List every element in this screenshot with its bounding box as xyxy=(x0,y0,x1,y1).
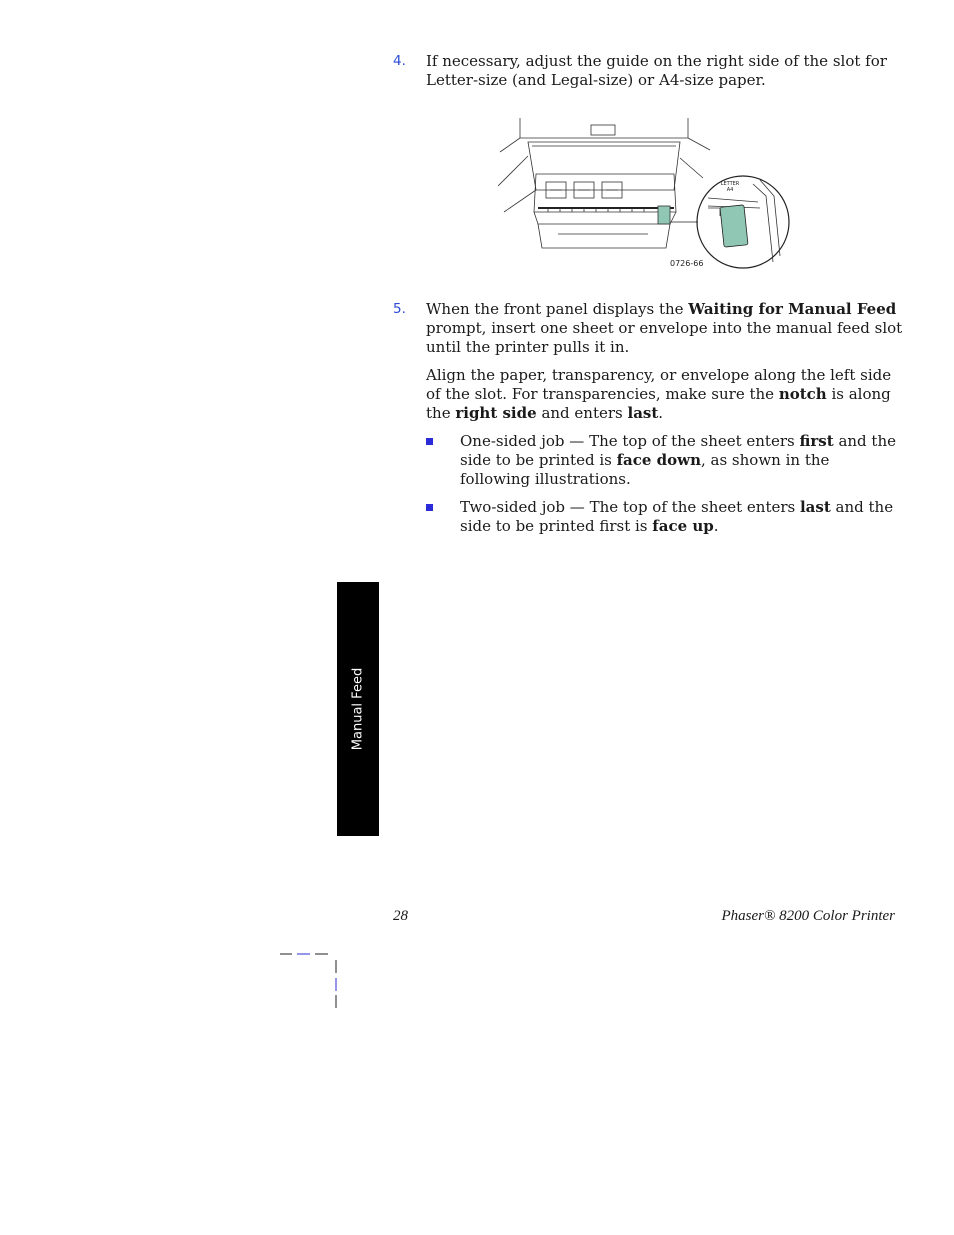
svg-text:A4: A4 xyxy=(726,187,734,193)
paper-guide-illustration xyxy=(498,116,792,272)
bullet-list xyxy=(426,432,903,536)
step-paragraph-2: Align the paper, transparency, or envelope along the left side of the slot. For transparencies, make sure the notch is along the right side and enters last. xyxy=(426,366,892,422)
step-number: 5. xyxy=(393,301,406,317)
step-5 xyxy=(393,300,903,545)
footer-title: Phaser® 8200 Color Printer xyxy=(721,908,895,924)
step-text: If necessary, adjust the guide on the right side of the slot for Letter-size (and Legal-size) or A4-size paper. xyxy=(426,52,887,89)
bullet-square-icon xyxy=(426,438,433,445)
svg-text:LETTER: LETTER xyxy=(720,181,740,187)
list-item: One-sided job — The top of the sheet enters first and the side to be printed is face down, as shown in the following illustrations. xyxy=(426,432,903,489)
page-number: 28 xyxy=(393,908,408,924)
step-number: 4. xyxy=(393,53,406,69)
figure-label: 0726-66 xyxy=(670,259,704,268)
side-tab-label: Manual Feed xyxy=(350,667,366,751)
bold-text: Waiting for Manual Feed xyxy=(688,300,897,318)
registration-marks xyxy=(275,946,345,1012)
section-side-tab xyxy=(337,582,379,836)
step-paragraph-1: When the front panel displays the Waiting for Manual Feed prompt, insert one sheet or envelope into the manual feed slot until the printer pulls it in. xyxy=(426,300,903,356)
list-item: Two-sided job — The top of the sheet enters last and the side to be printed first is face up. xyxy=(426,498,903,536)
step-4 xyxy=(393,52,903,99)
bullet-square-icon xyxy=(426,504,433,511)
